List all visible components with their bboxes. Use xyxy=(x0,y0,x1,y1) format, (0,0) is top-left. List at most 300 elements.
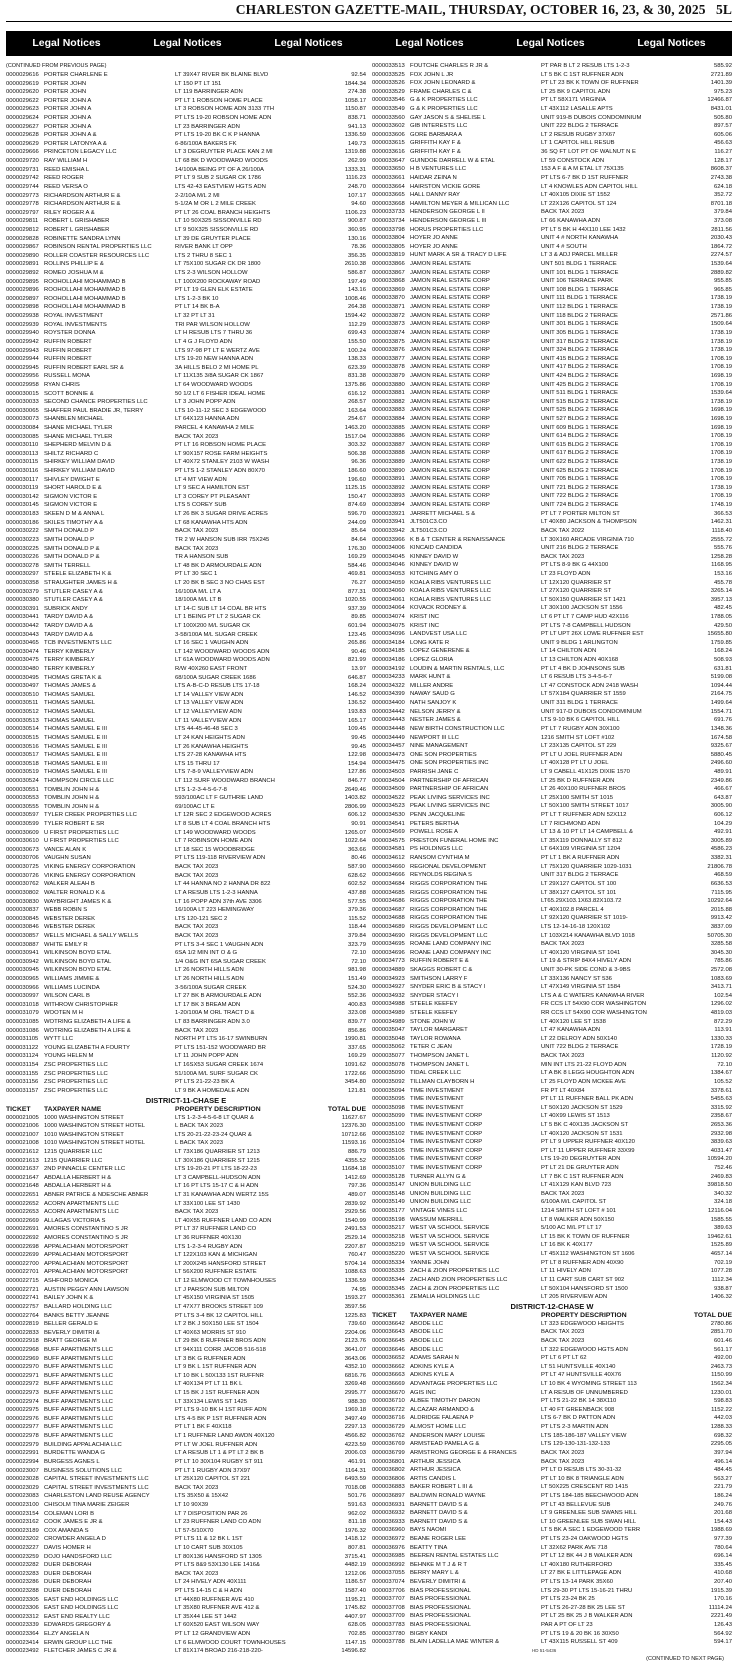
total-due: 6816.76 xyxy=(344,1372,366,1379)
total-due: 154.43 xyxy=(713,1518,732,1525)
taxpayer-name: WOOTEN M H xyxy=(44,1010,83,1017)
table-row xyxy=(372,131,732,140)
property-description: PT LTS 3-4 BK 12 CAPITOL HILL xyxy=(175,1312,263,1319)
property-description: LT 9 SEC A HAMILTON EST xyxy=(175,485,250,492)
taxpayer-name: H B VENTURES LLC xyxy=(410,166,466,173)
ticket-number: 0000033616 xyxy=(372,149,405,156)
ticket-number: 0000030441 xyxy=(6,614,39,621)
ticket-number: 0000035102 xyxy=(372,1130,405,1137)
table-row xyxy=(372,269,732,278)
total-due: 136.52 xyxy=(347,700,366,707)
property-description: LT 2 RESUB RUGBY 37X67 xyxy=(541,131,616,138)
table-row xyxy=(6,372,366,381)
table-row xyxy=(372,682,732,691)
total-due: 3382.31 xyxy=(710,855,732,862)
table-row xyxy=(6,235,366,244)
property-description: LT 25 BK 9 CAPITOL ADN xyxy=(541,88,611,95)
table-row xyxy=(372,1147,732,1156)
ticket-number: 0000035078 xyxy=(372,1061,405,1068)
ticket-number: 0000029731 xyxy=(6,166,39,173)
table-row xyxy=(372,355,732,364)
taxpayer-name: DUER DEBORAH xyxy=(44,1562,92,1569)
table-row xyxy=(372,200,732,209)
ticket-number: 0000029773 xyxy=(6,192,39,199)
ticket-number: 0000033894 xyxy=(372,502,405,509)
ticket-number: 0000035128 xyxy=(372,1173,405,1180)
ticket-number: 0000030965 xyxy=(6,975,39,982)
property-description: LT 11 HIVELY ADN xyxy=(541,1268,591,1275)
ticket-number: 0000031155 xyxy=(6,1070,39,1077)
ticket-number: 0000035147 xyxy=(372,1182,405,1189)
property-description: LT 31 KANAWHA ADN WERTZ 15S xyxy=(175,1192,269,1198)
property-description: LTS 10-11-12 SEC 3 EDGEWOOD xyxy=(175,407,267,414)
taxpayer-name: ABODE LLC xyxy=(410,1320,444,1327)
taxpayer-name: TIME INVESTMENT CORP xyxy=(410,1121,483,1128)
ticket-number: 0000033819 xyxy=(372,252,405,259)
table-row xyxy=(372,854,732,863)
taxpayer-name: TILLMAN CLAYBORN H xyxy=(410,1078,475,1085)
total-due: 72.10 xyxy=(351,950,366,957)
taxpayer-name: WALTER RONALD K & xyxy=(44,889,106,896)
ticket-number: 0000022652 xyxy=(6,1200,39,1207)
table-row xyxy=(372,1569,732,1578)
total-due: 360.95 xyxy=(347,226,366,233)
header-description: PROPERTY DESCRIPTION xyxy=(175,1105,261,1113)
total-due: 492.91 xyxy=(713,829,732,836)
taxpayer-name: RIGGS DEVELOPMENT LLC xyxy=(410,923,488,930)
ticket-number: 0000033873 xyxy=(372,321,405,328)
table-row xyxy=(6,536,366,545)
property-description: LT 33X136 NANCY ST 536 xyxy=(541,975,612,982)
ticket-number: 0000036645 xyxy=(372,1337,405,1344)
table-row xyxy=(6,1337,366,1346)
property-description: LT 8 SUB LT 4 COAL BRANCH HTS xyxy=(175,821,271,828)
table-row xyxy=(6,751,366,760)
taxpayer-name: ZACH & ZION PROPERTIES LLC xyxy=(410,1285,500,1292)
table-row xyxy=(372,475,732,484)
total-due: 482.45 xyxy=(713,605,732,612)
total-due: 506.38 xyxy=(347,450,366,457)
taxpayer-name: SMITH DONALD P xyxy=(44,536,95,543)
total-due: 3597.56 xyxy=(344,1303,366,1310)
table-row xyxy=(372,820,732,829)
total-due: 2610.38 xyxy=(344,261,366,268)
total-due: 11114.24 xyxy=(708,1604,732,1611)
taxpayer-name: PORTER JOHN A xyxy=(44,123,92,130)
ticket-number: 0000034989 xyxy=(372,1018,405,1025)
property-description: PT LTS 1-2 STANLEY ADN 80X70 xyxy=(175,468,265,475)
table-row xyxy=(372,673,732,682)
taxpayer-name: SHIRKEY WILLIAM DAVID xyxy=(44,459,115,466)
property-description: LT 6 PT LT 7 CAMP HUD 42X116 xyxy=(541,614,629,620)
taxpayer-name: WEST VA SCHOOL SERVICE xyxy=(410,1242,490,1249)
taxpayer-name: DUER DEBORAH xyxy=(44,1579,92,1586)
ticket-number: 0000034233 xyxy=(372,674,405,681)
property-description: PT LTS 2-3 MARTIN ADN xyxy=(541,1424,609,1431)
total-due: 941.13 xyxy=(347,123,366,130)
taxpayer-name: NESTER JAMES & xyxy=(410,717,461,724)
table-row xyxy=(372,794,732,803)
table-row xyxy=(372,656,732,665)
ticket-number: 0000023339 xyxy=(6,1622,39,1629)
taxpayer-name: LONG KATE R xyxy=(410,639,450,646)
property-description: UNIT 324 BLDG 2 TERRACE xyxy=(541,347,619,354)
taxpayer-name: JLT501C3.CO xyxy=(410,527,448,534)
total-due: 4657.14 xyxy=(710,1251,732,1258)
ticket-number: 0000022698 xyxy=(6,1243,39,1250)
total-due: 702.85 xyxy=(347,1631,366,1638)
total-due: 323.79 xyxy=(347,941,366,948)
total-due: 2463.73 xyxy=(710,1363,732,1370)
taxpayer-name: SHIVLEY DWIGHT E xyxy=(44,476,100,483)
ticket-number: 0000034695 xyxy=(372,941,405,948)
total-due: 1412.69 xyxy=(344,1174,366,1181)
table-row xyxy=(372,1164,732,1173)
table-row xyxy=(372,217,732,226)
taxpayer-name: COOK JAMES E JR & xyxy=(44,1519,103,1526)
table-row xyxy=(372,1052,732,1061)
property-description: LT 27X120 QUARRIER ST xyxy=(541,588,612,595)
property-description: LT 64X109 VIRGINIA ST 1204 xyxy=(541,846,621,853)
table-row xyxy=(6,1570,366,1579)
total-due: 2496.60 xyxy=(710,760,732,767)
ticket-number: 0000036985 xyxy=(372,1553,405,1560)
ticket-number: 0000021647 xyxy=(6,1174,39,1181)
property-description: LTS 15 THRU 17 xyxy=(175,760,220,767)
total-due: 1748.19 xyxy=(710,502,732,509)
total-due: 1150.99 xyxy=(711,1372,732,1379)
total-due: 3413.71 xyxy=(710,984,732,991)
property-description: 2-2/10A M/L 2 MI xyxy=(175,192,220,199)
total-due: 122.98 xyxy=(347,752,366,759)
table-row xyxy=(372,536,732,545)
total-due: 1020.55 xyxy=(344,597,366,604)
table-row xyxy=(372,1509,732,1518)
property-description: LT A BK 8 LEGG HOUGHTON ADN xyxy=(541,1070,635,1077)
taxpayer-name: BEEREN RENTAL ESTATES LLC xyxy=(410,1553,499,1560)
table-row xyxy=(6,949,366,958)
taxpayer-name: THOMAS SAMUEL xyxy=(44,709,96,716)
total-due: 9913.42 xyxy=(710,915,732,922)
ticket-number: 0000034186 xyxy=(372,657,405,664)
total-due: 1738.19 xyxy=(710,329,732,336)
header-total-due: TOTAL DUE xyxy=(327,1105,366,1113)
banner-label: Legal Notices xyxy=(32,37,101,49)
table-row xyxy=(372,1198,732,1207)
table-row xyxy=(372,329,732,338)
property-description: PT LTS 151-152 WOODWARD BR xyxy=(175,1044,266,1051)
ticket-number: 0000035106 xyxy=(372,1156,405,1163)
property-description: LT 44 HANNA NO 2 HANNA DR 822 xyxy=(175,881,271,888)
total-due: 118.44 xyxy=(348,924,366,931)
total-due: 811.18 xyxy=(348,1519,366,1526)
total-due: 7115.95 xyxy=(711,889,732,896)
total-due: 169.29 xyxy=(347,554,366,561)
table-row xyxy=(6,140,366,149)
total-due: 1168.95 xyxy=(711,562,732,569)
table-row xyxy=(372,1612,732,1621)
total-due: 1375.86 xyxy=(344,381,366,388)
property-description: UNIT 919-B DUBOIS CONDOMINIUM xyxy=(541,114,642,121)
table-row xyxy=(372,1095,732,1104)
total-due: 587.90 xyxy=(347,864,366,871)
taxpayer-name: SCOTT BONNIE & xyxy=(44,390,94,397)
total-due: 1593.27 xyxy=(344,1295,366,1302)
ticket-number: 0000030225 xyxy=(6,545,39,552)
ticket-number: 0000022972 xyxy=(6,1381,39,1388)
property-description: LT 48 BK D ARMOURDALE ADN xyxy=(175,562,262,569)
taxpayer-name: K B & T CENTER & RENAISSANCE xyxy=(410,536,506,543)
ticket-number: 0000023414 xyxy=(6,1639,39,1646)
property-description: PT LTS 9-10 BK H 1ST RUFF ADN xyxy=(175,1407,267,1414)
total-due: 2123.76 xyxy=(344,1338,366,1345)
property-description: LT 47 KANAWHA ADN xyxy=(541,1027,601,1034)
total-due: 2015.88 xyxy=(710,906,732,913)
table-row xyxy=(6,811,366,820)
header-taxpayer: TAXPAYER NAME xyxy=(44,1105,102,1113)
total-due: 1008.46 xyxy=(344,295,366,302)
table-row xyxy=(6,1174,366,1183)
total-due: 1788.05 xyxy=(710,614,732,620)
total-due: 4482.19 xyxy=(344,1562,366,1569)
property-description: LT 4 KNOWLES ADN CAPITOL HILL xyxy=(541,183,638,190)
ticket-number: 0000030725 xyxy=(6,864,39,871)
property-description: LT 40X99 LEWIS ST 1513 xyxy=(541,1113,610,1120)
property-description: 6SA 1/2 MIN INT O & G xyxy=(175,950,238,957)
total-due: 1698.19 xyxy=(710,424,732,431)
taxpayer-name: BUFF APARTMENTS LLC xyxy=(44,1398,113,1405)
taxpayer-name: THOMAS SAMUEL E III xyxy=(44,760,107,767)
ticket-number: 0000022721 xyxy=(6,1286,39,1293)
taxpayer-name: JAMON REAL ESTATE CORP xyxy=(410,321,490,328)
property-description: LT 23 RUFFNER LAND CO ADN xyxy=(175,1519,261,1526)
property-description: LT 10 BK L 50X133 1ST RUFFNR xyxy=(175,1372,264,1379)
ticket-number: 0000030442 xyxy=(6,623,39,629)
ticket-number: 0000034989 xyxy=(372,1010,405,1017)
total-due: 1058.17 xyxy=(344,97,366,104)
ticket-number: 0000030846 xyxy=(6,924,39,931)
total-due: 596.70 xyxy=(347,511,366,518)
taxpayer-name: THOMAS SAMUEL xyxy=(44,700,96,707)
ticket-number: 0000021612 xyxy=(6,1148,39,1155)
total-due: 3265.14 xyxy=(710,588,732,595)
table-row xyxy=(372,363,732,372)
property-description: PT LTS 19 & 20 BK 16 30X50 xyxy=(541,1630,619,1637)
total-due: 99.45 xyxy=(351,743,366,750)
ticket-number: 0000030762 xyxy=(6,881,39,888)
taxpayer-name: RUSSELL MONA xyxy=(44,373,90,380)
total-due: 702.19 xyxy=(713,1259,732,1266)
table-row xyxy=(6,450,366,459)
property-description: UNIT 417 BLDG 2 TERRACE xyxy=(541,364,619,371)
property-description: PT LT 11 RUFFNER BALL PK ADN xyxy=(541,1096,633,1103)
ticket-number: 0000035217 xyxy=(372,1225,405,1232)
total-due: 1296.02 xyxy=(710,1001,732,1008)
table-row xyxy=(372,1458,732,1467)
ticket-number: 0000022975 xyxy=(6,1407,39,1414)
property-description: 153 A F & A M ETAL LT 75X135 xyxy=(541,166,624,173)
ticket-number: 0000029619 xyxy=(6,80,39,87)
total-due: 1384.67 xyxy=(710,1070,732,1077)
property-description: LTS 9-10 BK 6 CAPITOL HILL xyxy=(541,717,620,724)
taxpayer-name: APPALACHIAN MOTORSPORT xyxy=(44,1269,129,1276)
table-row xyxy=(372,1466,732,1475)
total-due: 186.60 xyxy=(347,468,366,475)
property-description: LT 5 BK C 40X135 JACKSON ST xyxy=(541,1121,629,1128)
ticket-number: 0000033966 xyxy=(372,536,405,543)
taxpayer-name: JAMON REAL ESTATE CORP xyxy=(410,433,490,440)
ticket-number: 0000030495 xyxy=(6,674,39,681)
property-description: UNIT 917-D DUBOIS CONDOMINIUM xyxy=(541,708,642,715)
taxpayer-name: TAYLOR ROWANA xyxy=(410,1035,461,1042)
table-row xyxy=(372,1233,732,1242)
table-row xyxy=(372,1604,732,1613)
total-due: 577.55 xyxy=(347,898,366,905)
property-description: 1216 SMITH ST LOFT #102 xyxy=(541,734,615,741)
table-row xyxy=(6,656,366,665)
taxpayer-name: FOX JOHN L JR xyxy=(410,71,454,78)
ticket-number: 0000022715 xyxy=(6,1278,39,1285)
ticket-number: 0000030065 xyxy=(6,407,39,414)
taxpayer-name: THOMAS SAMUEL E III xyxy=(44,769,107,776)
ticket-number: 0000034688 xyxy=(372,915,405,922)
total-due: 552.36 xyxy=(347,993,366,1000)
total-due: 2721.89 xyxy=(710,71,732,78)
property-description: LT 12 ELMWOOD CT TOWNHOUSES xyxy=(175,1278,276,1285)
total-due: 150.47 xyxy=(347,493,366,500)
ticket-number: 0000033882 xyxy=(372,398,405,405)
total-due: 274.38 xyxy=(347,89,366,96)
ticket-number: 0000030551 xyxy=(6,786,39,793)
ticket-number: 0000030497 xyxy=(6,683,39,690)
property-description: LT 7 RICHMOND ADN xyxy=(541,820,601,827)
ticket-number: 0000030015 xyxy=(6,390,39,397)
taxpayer-name: PORTER JOHN xyxy=(44,80,87,87)
table-row xyxy=(372,1104,732,1113)
table-row xyxy=(6,484,366,493)
table-row xyxy=(372,174,732,183)
table-row xyxy=(372,828,732,837)
property-description: LTS 35X50 & 15X42 xyxy=(175,1493,229,1500)
total-due: 1738.19 xyxy=(710,347,732,354)
table-row xyxy=(6,105,366,114)
table-row xyxy=(6,553,366,562)
taxpayer-name: 1215 QUARRIER LLC xyxy=(44,1157,103,1164)
table-row xyxy=(6,691,366,700)
table-row xyxy=(6,846,366,855)
taxpayer-name: BIAS PROFESSIONAL xyxy=(410,1604,471,1611)
ticket-number: 0000033870 xyxy=(372,295,405,302)
masthead-line xyxy=(236,2,732,18)
taxpayer-name: BUFF APARTMENTS LLC xyxy=(44,1415,113,1422)
total-due: 1091.62 xyxy=(344,1062,366,1069)
total-due: 1517.04 xyxy=(344,433,366,440)
property-description: LT 2 BK J 50X150 LEE ST 1504 xyxy=(175,1321,259,1328)
taxpayer-name: ANDERSON MARY LOUISE xyxy=(410,1432,486,1439)
table-row xyxy=(6,1303,366,1312)
property-description: NORTH PT LTS 16-17 SWINBURN xyxy=(175,1036,268,1043)
property-description: UNIT 527 BLDG 2 TERRACE xyxy=(541,415,619,422)
property-description: PT LT 25 BK 25 J B WALKER ADN xyxy=(541,1613,633,1620)
ticket-number: 0000030941 xyxy=(6,950,39,957)
taxpayer-name: ALLAGAS VICTORIA S xyxy=(44,1217,106,1224)
total-due: 938.87 xyxy=(713,1285,732,1292)
total-due: 646.87 xyxy=(347,674,366,681)
ticket-number: 0000034059 xyxy=(372,579,405,586)
taxpayer-name: AMORES CONSTANTINO S JR xyxy=(44,1226,129,1233)
table-row xyxy=(372,690,732,699)
ticket-number: 0000036932 xyxy=(372,1510,405,1517)
taxpayer-name: WHITE EMILY R xyxy=(44,941,88,948)
taxpayer-name: PORTER LATONYA A & xyxy=(44,140,107,147)
property-description: LT 94X111 CORR JACOB 516-518 xyxy=(175,1346,266,1353)
total-due: 1225.83 xyxy=(344,1312,366,1319)
table-row xyxy=(372,71,732,80)
table-row xyxy=(6,570,366,579)
total-due: 561.17 xyxy=(713,1346,732,1353)
total-due: 397.94 xyxy=(713,1449,732,1456)
property-description: LT 90X157 ROSE FARM HEIGHTS xyxy=(175,450,268,457)
table-row xyxy=(6,1458,366,1467)
taxpayer-name: JAMON REAL ESTATE CORP xyxy=(410,381,490,388)
ticket-number: 0000021637 xyxy=(6,1166,39,1173)
table-row xyxy=(6,269,366,278)
ticket-number: 0000035149 xyxy=(372,1199,405,1206)
property-description: 1-20/100A M ORL TRACT D & xyxy=(175,1010,255,1017)
taxpayer-name: ABODE LLC xyxy=(410,1329,444,1336)
table-row xyxy=(372,1595,732,1604)
total-due: 461.91 xyxy=(347,1458,366,1465)
total-due: 1106.23 xyxy=(345,209,366,216)
total-due: 102.54 xyxy=(713,992,732,999)
taxpayer-name: UNION BUILDING LLC xyxy=(410,1190,471,1197)
taxpayer-name: RANSOM CYNTHIA M xyxy=(410,855,470,862)
property-description: PT LTS 19-20 BK C K P HANNA xyxy=(175,132,260,139)
property-description: LTS A & C WATERS KANAWHA RIVER xyxy=(541,992,645,999)
taxpayer-name: ZACH AND ZION PROPERTIES LLC xyxy=(410,1276,508,1283)
taxpayer-name: JAMON REAL ESTATE CORP xyxy=(410,295,490,302)
table-row xyxy=(372,1190,732,1199)
taxpayer-name: ZACH & ZION PROPERTIES LLC xyxy=(410,1268,500,1275)
table-row xyxy=(372,1293,732,1302)
ticket-number: 0000031105 xyxy=(6,1036,39,1043)
property-description: BACK TAX 2023 xyxy=(541,1458,585,1465)
ticket-number: 0000029744 xyxy=(6,183,39,190)
taxpayer-name: BUFF APARTMENTS LLC xyxy=(44,1424,113,1431)
taxpayer-name: RIGGS CORPORATION THE xyxy=(410,880,488,887)
ticket-number: 0000035094 xyxy=(372,1087,405,1094)
total-due: 1554.71 xyxy=(710,708,732,715)
total-due: 1348.36 xyxy=(710,725,732,732)
property-description: UNIT 614 BLDG 2 TERRACE xyxy=(541,433,619,440)
property-description: LT 83 BARRINGER ADN 3.0 xyxy=(175,1019,250,1026)
table-row xyxy=(372,1087,732,1096)
total-due: 115.52 xyxy=(348,915,366,922)
property-description: PT LT 1 BK A RUFFNER ADN xyxy=(541,855,620,862)
total-due: 104.29 xyxy=(713,820,732,827)
property-description: LT 16 PT LTS 15-17 C & H ADN xyxy=(175,1183,259,1190)
taxpayer-name: SMITH DONALD P & xyxy=(44,545,100,552)
property-description: LT 12X120 QUARRIER ST xyxy=(541,579,612,586)
property-description: PT LT 12 GRANDVIEW ADN xyxy=(175,1631,251,1638)
total-due: 1539.64 xyxy=(710,390,732,397)
table-row xyxy=(6,966,366,975)
total-due: 1463.20 xyxy=(344,424,366,431)
property-description: LT 9 BK A HOMEDALE ADN xyxy=(175,1087,250,1094)
property-description: LT 40X120 JACKSON ST 1531 xyxy=(541,1130,623,1137)
taxpayer-name: REYNOLDS REGINA S xyxy=(410,872,472,879)
table-row xyxy=(372,1043,732,1052)
